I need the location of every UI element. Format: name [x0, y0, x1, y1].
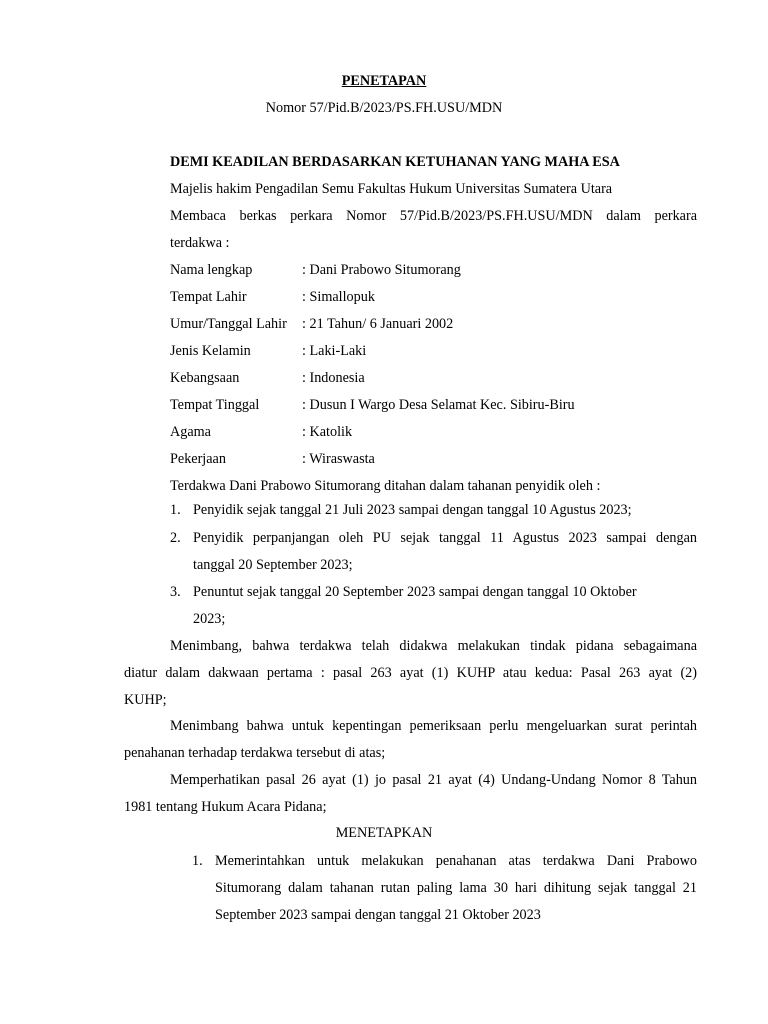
consider-2-line-1: Menimbang bahwa untuk kepentingan pemeriksaan perlu mengeluarkan surat perintah: [170, 718, 697, 734]
document-number: Nomor 57/Pid.B/2023/PS.FH.USU/MDN: [265, 100, 503, 116]
list-item-text: tanggal 20 September 2023;: [193, 557, 353, 573]
identity-label: Tempat Tinggal: [170, 397, 260, 413]
decision-text-line-3: September 2023 sampai dengan tanggal 21 Oktober 2023: [215, 907, 541, 923]
reading-line-2: terdakwa :: [170, 235, 230, 251]
observe-line-2: 1981 tentang Hukum Acara Pidana;: [124, 799, 327, 815]
identity-label: Tempat Lahir: [170, 289, 247, 305]
decision-text-line-2: Situmorang dalam tahanan rutan paling lama 30 hari dihitung sejak tanggal 21: [215, 880, 697, 896]
decision-number: 1.: [192, 853, 203, 869]
consider-1-line-3: KUHP;: [124, 692, 167, 708]
observe-line-1: Memperhatikan pasal 26 ayat (1) jo pasal 21 ayat (4) Undang-Undang Nomor 8 Tahun: [170, 772, 697, 788]
list-number: 3.: [170, 584, 181, 600]
list-item-text: Penyidik perpanjangan oleh PU sejak tanggal 11 Agustus 2023 sampai dengan: [193, 530, 697, 546]
identity-label: Kebangsaan: [170, 370, 240, 386]
identity-value: : Simallopuk: [302, 289, 375, 305]
list-number: 1.: [170, 502, 181, 518]
court-line: Majelis hakim Pengadilan Semu Fakultas Hukum Universitas Sumatera Utara: [170, 181, 613, 197]
identity-value: : Dani Prabowo Situmorang: [302, 262, 461, 278]
identity-value: : Wiraswasta: [302, 451, 375, 467]
consider-1-line-2: diatur dalam dakwaan pertama : pasal 263 ayat (1) KUHP atau kedua: Pasal 263 ayat (2): [124, 665, 697, 681]
identity-value: : Indonesia: [302, 370, 365, 386]
list-item-text: Penyidik sejak tanggal 21 Juli 2023 sampai dengan tanggal 10 Agustus 2023;: [193, 502, 632, 518]
decide-heading: MENETAPKAN: [335, 825, 433, 841]
consider-1-line-1: Menimbang, bahwa terdakwa telah didakwa melakukan tindak pidana sebagaimana: [170, 638, 697, 654]
identity-label: Jenis Kelamin: [170, 343, 251, 359]
identity-label: Pekerjaan: [170, 451, 226, 467]
consider-2-line-2: penahanan terhadap terdakwa tersebut di atas;: [124, 745, 386, 761]
identity-value: : 21 Tahun/ 6 Januari 2002: [302, 316, 454, 332]
identity-label: Nama lengkap: [170, 262, 253, 278]
identity-value: : Laki-Laki: [302, 343, 367, 359]
list-item-text: Penuntut sejak tanggal 20 September 2023 sampai dengan tanggal 10 Oktober: [193, 584, 637, 600]
identity-label: Umur/Tanggal Lahir: [170, 316, 287, 332]
list-item-text: 2023;: [193, 611, 226, 627]
identity-label: Agama: [170, 424, 211, 440]
document-title: PENETAPAN: [341, 73, 427, 89]
identity-value: : Dusun I Wargo Desa Selamat Kec. Sibiru-Biru: [302, 397, 575, 413]
list-number: 2.: [170, 530, 181, 546]
reading-line-1: Membaca berkas perkara Nomor 57/Pid.B/2023/PS.FH.USU/MDN dalam perkara: [170, 208, 697, 224]
decision-text-line-1: Memerintahkan untuk melakukan penahanan atas terdakwa Dani Prabowo: [215, 853, 697, 869]
detention-intro: Terdakwa Dani Prabowo Situmorang ditahan dalam tahanan penyidik oleh :: [170, 478, 601, 494]
identity-value: : Katolik: [302, 424, 353, 440]
document-heading: DEMI KEADILAN BERDASARKAN KETUHANAN YANG MAHA ESA: [170, 154, 620, 170]
